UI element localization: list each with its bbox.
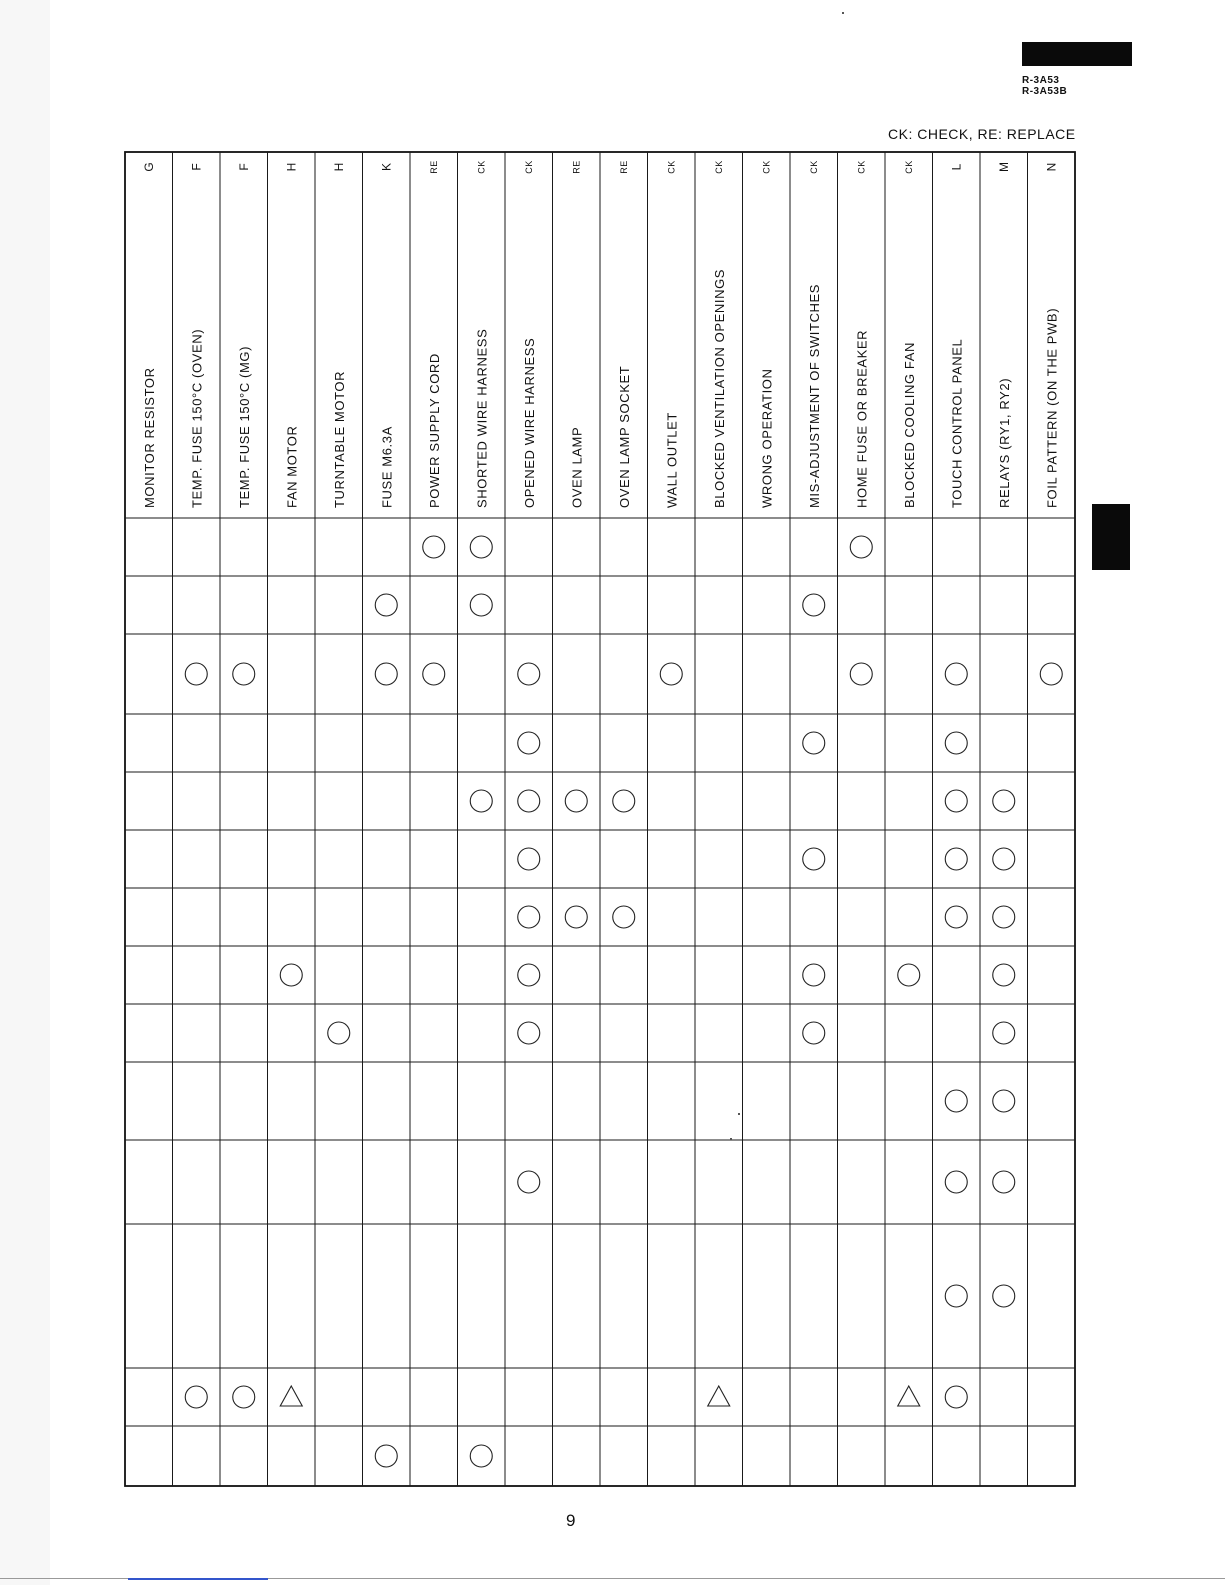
check-circle-mark (993, 964, 1015, 986)
check-circle-mark (945, 732, 967, 754)
column-code: CK (713, 160, 724, 174)
column-label: SHORTED WIRE HARNESS (474, 328, 490, 508)
check-circle-mark (1040, 663, 1062, 685)
check-circle-mark (280, 964, 302, 986)
model-line-1: R-3A53 (1022, 75, 1060, 86)
check-circle-mark (375, 594, 397, 616)
column-code: CK (903, 160, 914, 174)
column-label: TEMP. FUSE 150°C (MG) (236, 345, 252, 508)
check-circle-mark (945, 1171, 967, 1193)
column-label: MIS-ADJUSTMENT OF SWITCHES (806, 283, 822, 508)
check-circle-mark (945, 1386, 967, 1408)
column-code: CK (856, 160, 867, 174)
check-circle-mark (613, 906, 635, 928)
check-circle-mark (898, 964, 920, 986)
column-code: H (284, 162, 299, 172)
column-label: OPENED WIRE HARNESS (521, 337, 537, 508)
check-circle-mark (470, 536, 492, 558)
column-label: FOIL PATTERN (ON THE PWB) (1044, 307, 1060, 508)
check-circle-mark (470, 1445, 492, 1467)
column-code: N (1044, 162, 1059, 172)
check-circle-mark (803, 1022, 825, 1044)
check-circle-mark (850, 536, 872, 558)
check-circle-mark (660, 663, 682, 685)
check-circle-mark (518, 1171, 540, 1193)
column-label: TOUCH CONTROL PANEL (949, 338, 965, 508)
column-label: HOME FUSE OR BREAKER (854, 329, 870, 508)
column-code: RE (428, 160, 439, 174)
column-code: F (236, 163, 251, 171)
check-circle-mark (993, 1171, 1015, 1193)
triangle-mark (898, 1386, 920, 1406)
column-code: CK (523, 160, 534, 174)
model-line-2: R-3A53B (1022, 86, 1068, 97)
speck (730, 1138, 732, 1140)
check-circle-mark (518, 848, 540, 870)
column-code: CK (761, 160, 772, 174)
check-circle-mark (993, 848, 1015, 870)
check-circle-mark (518, 964, 540, 986)
table-marks (185, 536, 1062, 1467)
check-circle-mark (993, 1090, 1015, 1112)
column-code: L (949, 163, 964, 171)
column-label: BLOCKED VENTILATION OPENINGS (711, 268, 727, 508)
check-circle-mark (565, 906, 587, 928)
check-circle-mark (423, 536, 445, 558)
triangle-mark (280, 1386, 302, 1406)
column-label: POWER SUPPLY CORD (426, 353, 442, 508)
check-circle-mark (850, 663, 872, 685)
check-circle-mark (993, 1285, 1015, 1307)
check-circle-mark (993, 1022, 1015, 1044)
check-circle-mark (803, 848, 825, 870)
column-code: F (189, 163, 204, 171)
check-circle-mark (375, 663, 397, 685)
column-code: K (379, 162, 394, 172)
column-label: WALL OUTLET (664, 412, 680, 508)
column-label: RELAYS (RY1, RY2) (996, 377, 1012, 508)
column-code: CK (666, 160, 677, 174)
check-circle-mark (328, 1022, 350, 1044)
check-circle-mark (233, 1386, 255, 1408)
column-code: M (996, 162, 1011, 172)
check-circle-mark (565, 790, 587, 812)
column-code: RE (618, 160, 629, 174)
column-label: MONITOR RESISTOR (141, 367, 157, 508)
speck (738, 1113, 740, 1115)
check-circle-mark (518, 663, 540, 685)
check-circle-mark (803, 594, 825, 616)
column-label: BLOCKED COOLING FAN (901, 342, 917, 508)
column-label: OVEN LAMP SOCKET (616, 365, 632, 508)
column-label: FUSE M6.3A (379, 426, 395, 508)
check-circle-mark (945, 848, 967, 870)
page-number: 9 (566, 1511, 576, 1530)
check-circle-mark (613, 790, 635, 812)
check-circle-mark (803, 964, 825, 986)
check-circle-mark (470, 790, 492, 812)
column-label: TURNTABLE MOTOR (331, 370, 347, 508)
check-circle-mark (803, 732, 825, 754)
check-circle-mark (993, 906, 1015, 928)
triangle-mark (708, 1386, 730, 1406)
legend-text: CK: CHECK, RE: REPLACE (888, 126, 1076, 142)
check-circle-mark (993, 790, 1015, 812)
speck (842, 12, 844, 14)
column-label: OVEN LAMP (569, 426, 585, 508)
footer-link-underline (128, 1578, 268, 1580)
check-circle-mark (945, 1285, 967, 1307)
check-circle-mark (423, 663, 445, 685)
check-circle-mark (945, 663, 967, 685)
check-circle-mark (518, 790, 540, 812)
check-circle-mark (470, 594, 492, 616)
check-circle-mark (233, 663, 255, 685)
table-grid (125, 152, 1075, 1486)
column-label: FAN MOTOR (284, 425, 300, 508)
check-circle-mark (945, 790, 967, 812)
check-circle-mark (518, 906, 540, 928)
column-label: TEMP. FUSE 150°C (OVEN) (189, 328, 205, 508)
check-circle-mark (518, 732, 540, 754)
column-label: WRONG OPERATION (759, 368, 775, 508)
check-circle-mark (375, 1445, 397, 1467)
column-code: H (331, 162, 346, 172)
check-circle-mark (945, 1090, 967, 1112)
column-code: CK (476, 160, 487, 174)
check-circle-mark (518, 1022, 540, 1044)
column-code: RE (571, 160, 582, 174)
check-circle-mark (185, 663, 207, 685)
check-circle-mark (945, 906, 967, 928)
column-code: CK (808, 160, 819, 174)
column-code: G (141, 162, 156, 172)
check-circle-mark (185, 1386, 207, 1408)
